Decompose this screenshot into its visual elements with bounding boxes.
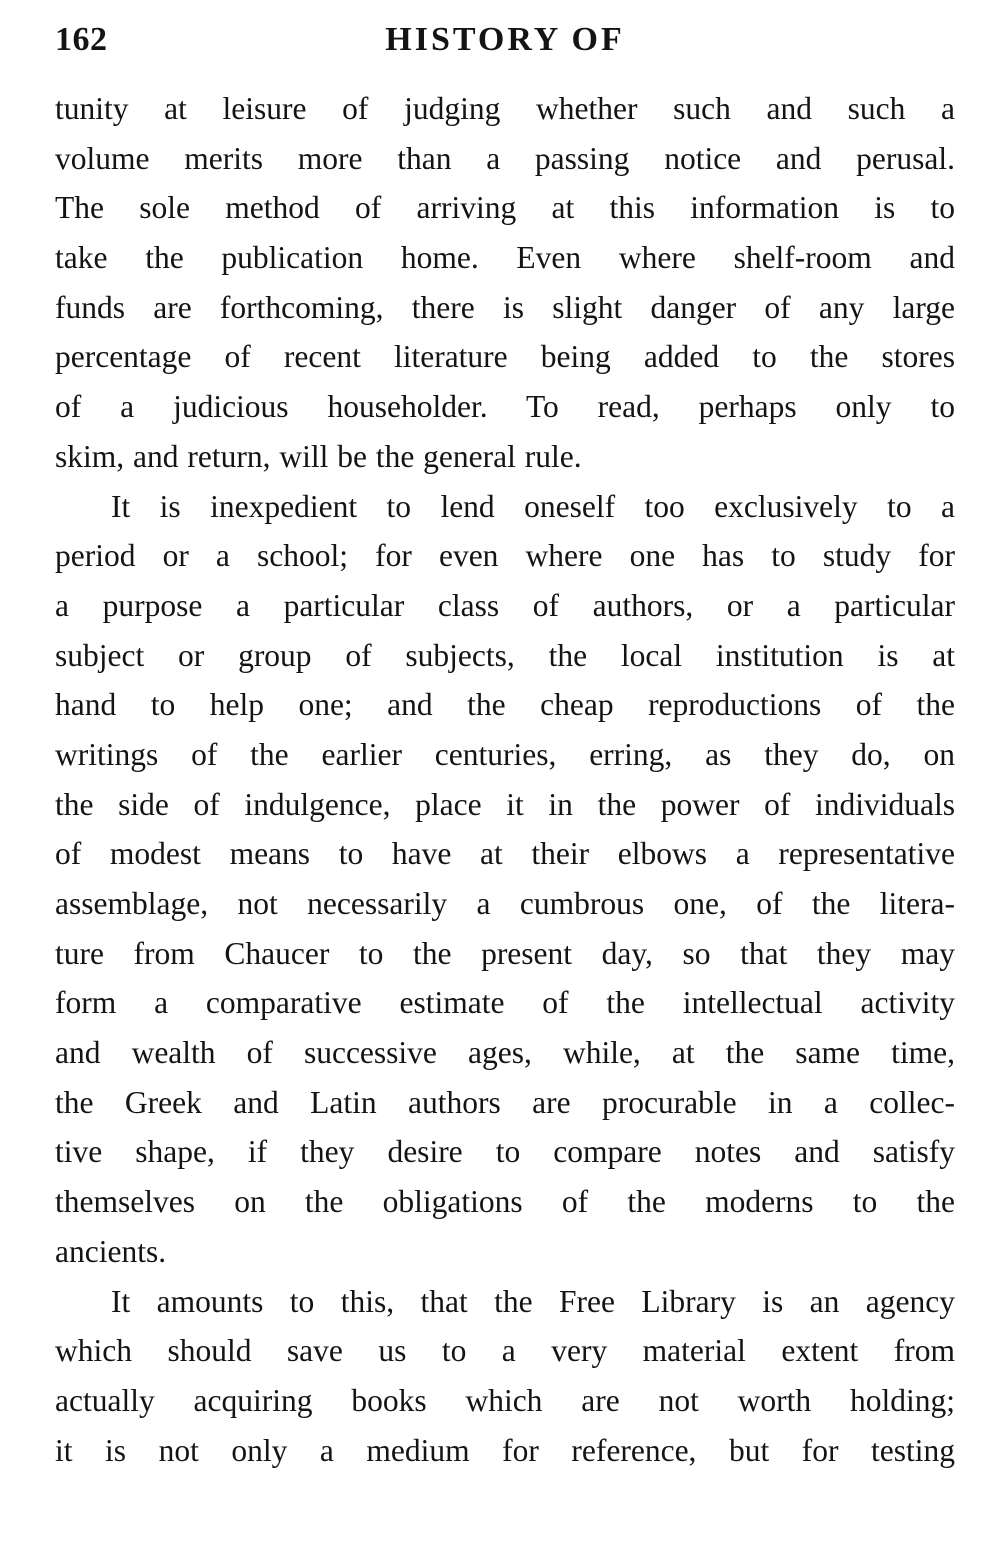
paragraph-3 [55,1277,955,1476]
text-line: assemblage, not necessarily a cumbrous one, of the litera- [55,886,955,921]
text-line: take the publication home. Even where shelf-room and [55,240,955,276]
text-line: and wealth of successive ages, while, at the same time, [55,1035,955,1071]
text-line: themselves on the obligations of the moderns to the [55,1184,955,1220]
running-head [55,14,955,66]
text-line: form a comparative estimate of the intellectual activity [55,985,955,1021]
paragraph-2 [55,482,955,1277]
text-line: The sole method of arriving at this information is to [55,190,955,226]
text-line: the Greek and Latin authors are procurable in a collec- [55,1084,955,1120]
text-line: of a judicious householder. To read, perhaps only to [55,389,955,425]
text-line: funds are forthcoming, there is slight danger of any large [55,289,955,325]
text-line: period or a school; for even where one has to study for [55,538,955,574]
text-line: percentage of recent literature being added to the stores [55,339,955,375]
text-line: it is not only a medium for reference, but for testing [55,1432,955,1468]
text-line: tive shape, if they desire to compare notes and satisfy [55,1134,955,1170]
text-line: skim, and return, will be the general rule. [55,438,582,474]
text-line: the side of indulgence, place it in the power of individuals [55,786,955,822]
paragraph-1 [55,84,955,482]
text-line: ancients. [55,1233,167,1269]
text-line: ture from Chaucer to the present day, so that they may [55,935,955,971]
text-line: actually acquiring books which are not worth holding; [55,1382,955,1418]
running-title: HISTORY OF [385,21,625,58]
text-line: a purpose a particular class of authors, or a particular [55,587,955,623]
text-line: It is inexpedient to lend oneself too exclusively to a [111,488,955,524]
text-line: It amounts to this, that the Free Library is an agency [111,1283,955,1319]
text-line: of modest means to have at their elbows a representative [55,836,955,872]
page-number: 162 [55,21,108,58]
text-line: tunity at leisure of judging whether such and such a [55,91,955,126]
text-line: which should save us to a very material extent from [55,1333,955,1369]
text-line: writings of the earlier centuries, erring, as they do, on [55,736,955,772]
text-line: volume merits more than a passing notice and perusal. [55,140,955,176]
text-line: hand to help one; and the cheap reproductions of the [55,687,955,723]
body-text [55,84,955,1475]
text-line: subject or group of subjects, the local institution is at [55,637,955,673]
